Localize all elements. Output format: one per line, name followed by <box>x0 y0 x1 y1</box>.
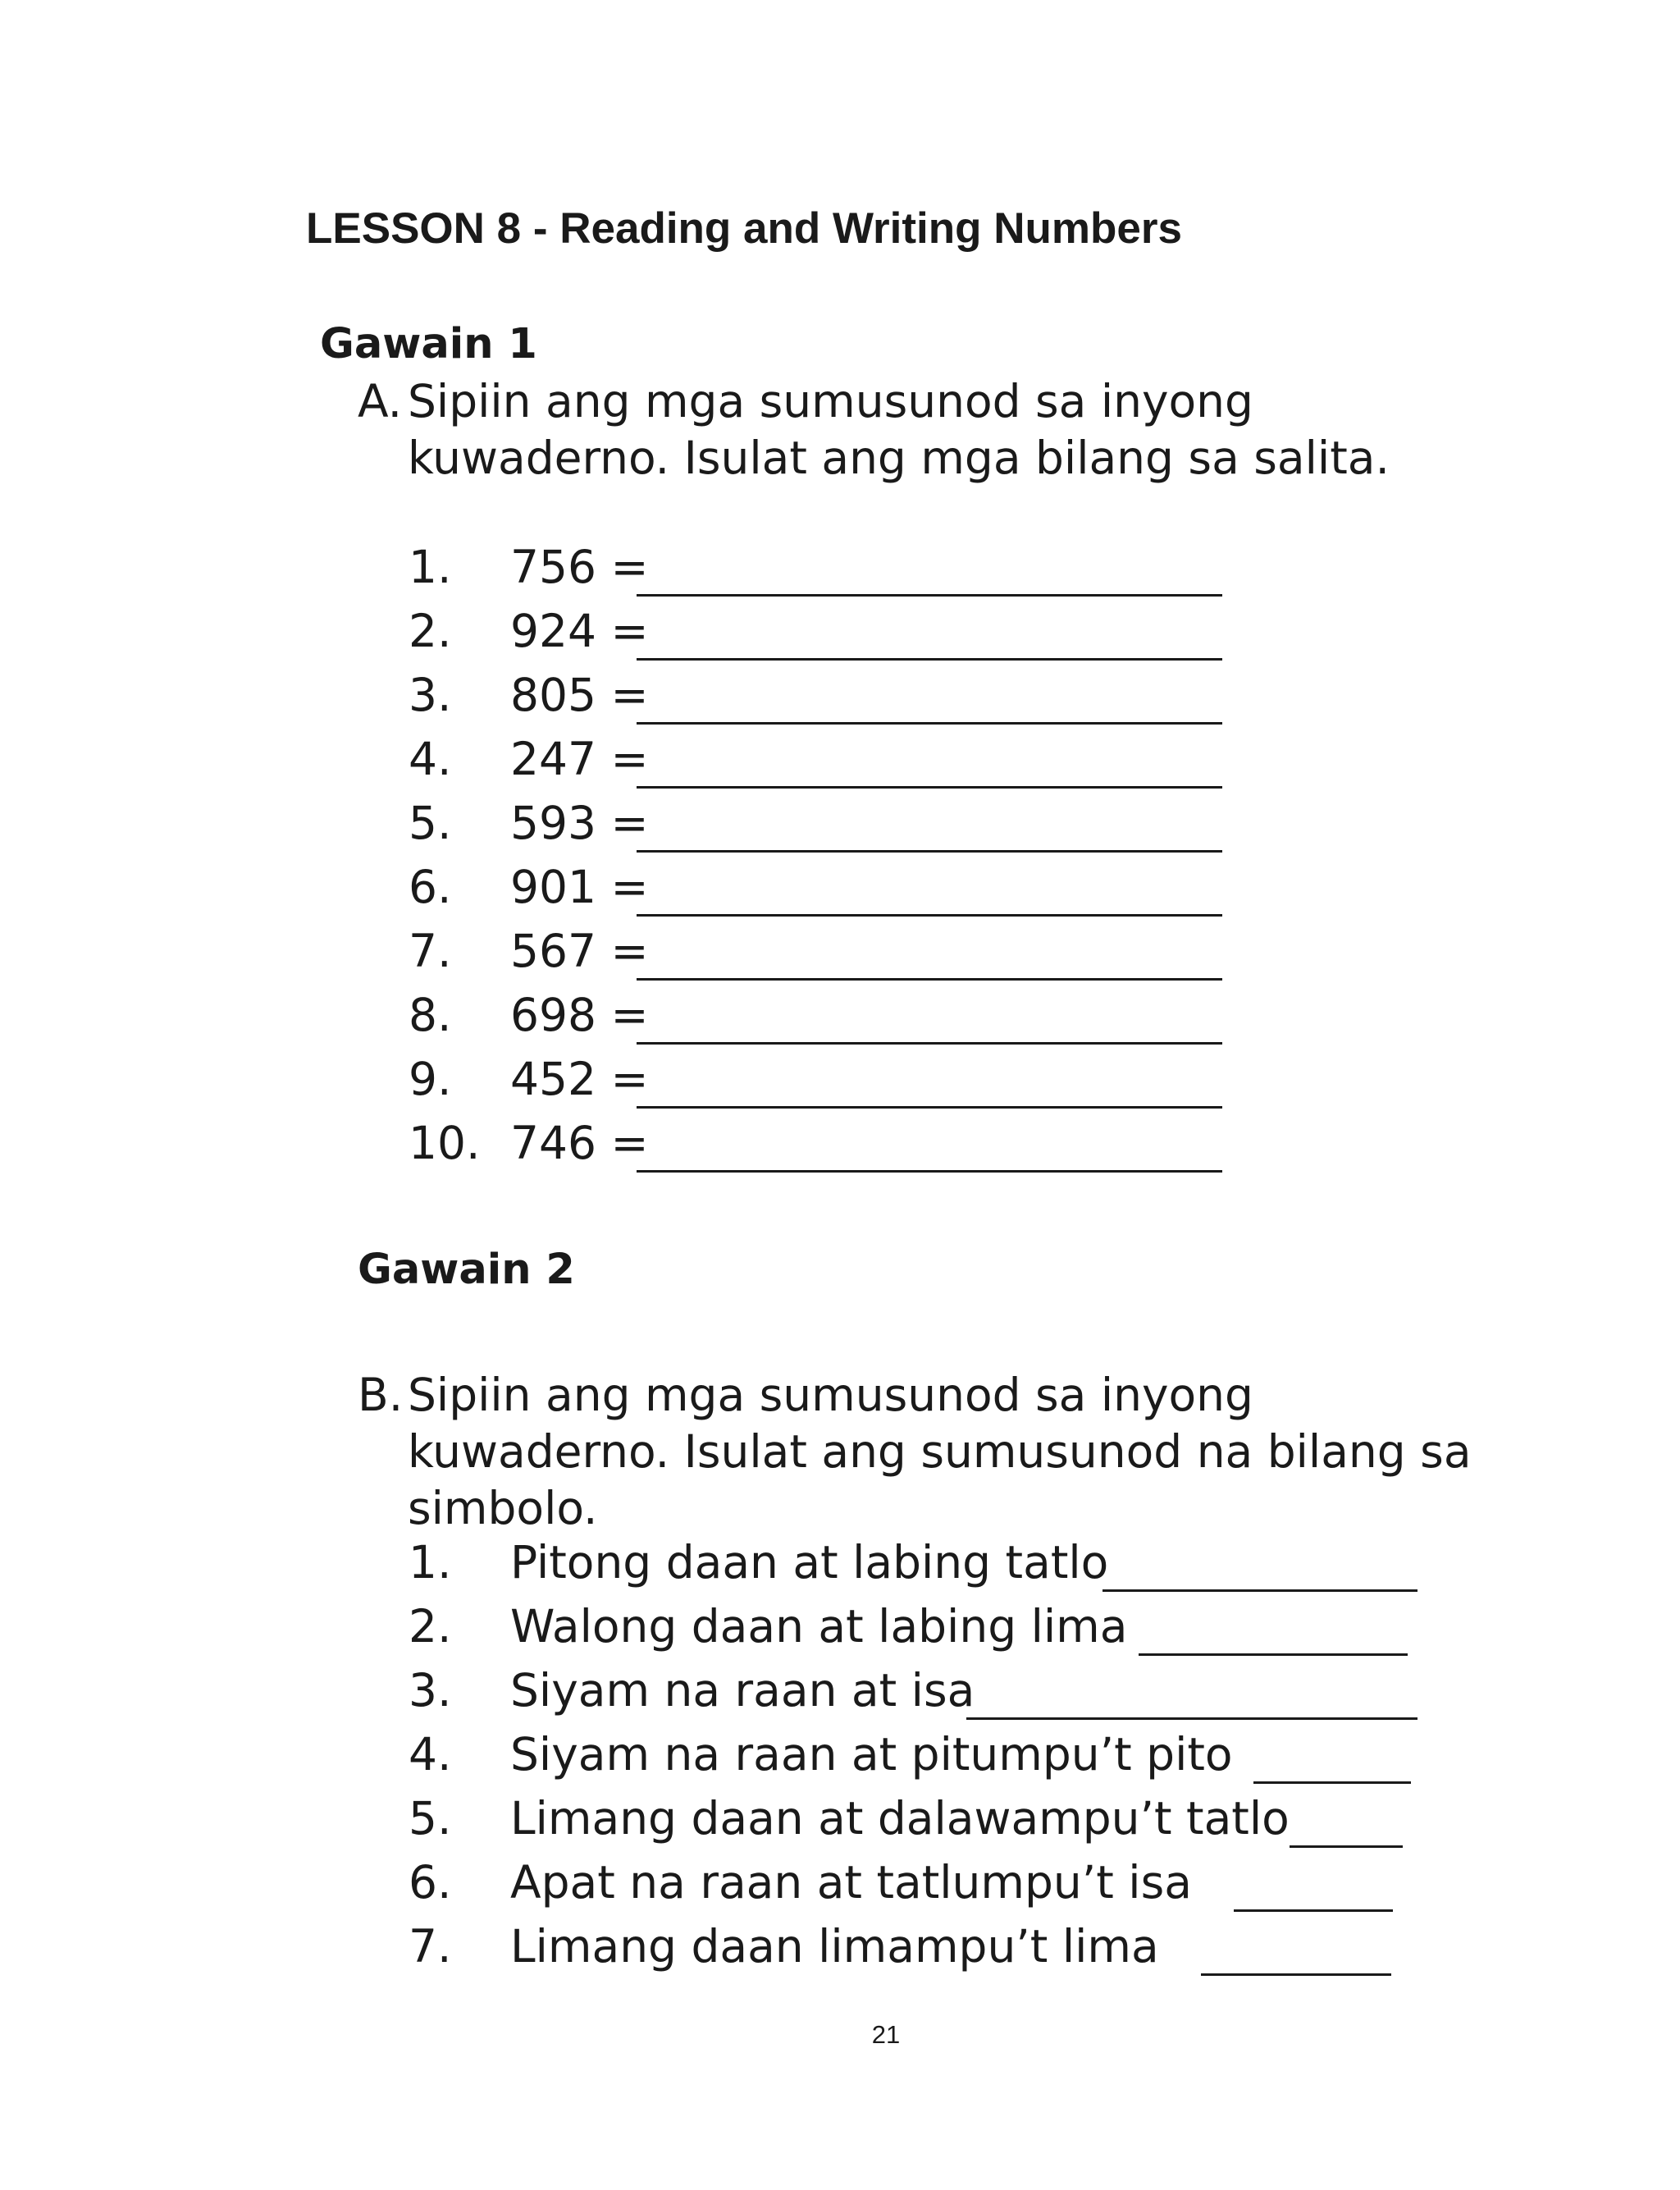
item-number-words: Pitong daan at labing tatlo <box>510 1536 1109 1589</box>
gawain2-instruction-line: Sipiin ang mga sumusunod sa inyong <box>408 1369 1253 1421</box>
gawain1-marker: A. <box>358 375 403 427</box>
item-number: 5. <box>409 797 452 849</box>
answer-blank[interactable] <box>637 1114 1222 1173</box>
item-number: 2. <box>409 1600 452 1653</box>
answer-blank[interactable] <box>1234 1854 1393 1912</box>
item-number-expression: 746 = <box>510 1117 649 1169</box>
item-number-expression: 452 = <box>510 1053 649 1105</box>
answer-blank[interactable] <box>637 986 1222 1045</box>
answer-blank[interactable] <box>966 1662 1418 1720</box>
item-number: 7. <box>409 1920 452 1973</box>
answer-blank[interactable] <box>1102 1534 1418 1592</box>
item-number-words: Apat na raan at tatlumpu’t isa <box>510 1856 1192 1909</box>
item-number: 4. <box>409 1728 452 1781</box>
gawain1-instruction <box>358 373 1390 487</box>
item-number: 10. <box>409 1117 481 1169</box>
item-number: 1. <box>409 1536 452 1589</box>
item-number: 9. <box>409 1053 452 1105</box>
answer-blank[interactable] <box>637 1050 1222 1109</box>
item-number-words: Walong daan at labing lima <box>510 1600 1128 1653</box>
item-number: 1. <box>409 541 452 593</box>
gawain1-instruction-line: Sipiin ang mga sumusunod sa inyong <box>408 375 1253 427</box>
answer-blank[interactable] <box>637 666 1222 725</box>
item-number: 4. <box>409 733 452 785</box>
item-number-expression: 756 = <box>510 541 649 593</box>
item-number-expression: 805 = <box>510 669 649 721</box>
answer-blank[interactable] <box>637 794 1222 853</box>
item-number: 5. <box>409 1792 452 1845</box>
answer-blank[interactable] <box>1201 1918 1391 1976</box>
answer-blank[interactable] <box>1139 1598 1408 1656</box>
gawain1-instruction-line: kuwaderno. Isulat ang mga bilang sa salita. <box>408 432 1390 484</box>
gawain2-heading: Gawain 2 <box>358 1246 575 1294</box>
lesson-title: LESSON 8 - Reading and Writing Numbers <box>306 204 1182 253</box>
item-number: 3. <box>409 669 452 721</box>
answer-blank[interactable] <box>637 858 1222 917</box>
item-number: 3. <box>409 1664 452 1717</box>
answer-blank[interactable] <box>637 922 1222 981</box>
item-number: 7. <box>409 925 452 977</box>
item-number-expression: 698 = <box>510 989 649 1041</box>
answer-blank[interactable] <box>637 730 1222 789</box>
item-number-expression: 593 = <box>510 797 649 849</box>
gawain2-instruction-line: simbolo. <box>408 1482 598 1534</box>
item-number-expression: 567 = <box>510 925 649 977</box>
answer-blank[interactable] <box>637 602 1222 661</box>
gawain2-instruction <box>358 1367 1472 1537</box>
item-number: 6. <box>409 861 452 913</box>
item-number-words: Limang daan limampu’t lima <box>510 1920 1159 1973</box>
item-number: 8. <box>409 989 452 1041</box>
item-number-expression: 901 = <box>510 861 649 913</box>
item-number-words: Siyam na raan at isa <box>510 1664 975 1717</box>
item-number-words: Limang daan at dalawampu’t tatlo <box>510 1792 1290 1845</box>
item-number-expression: 924 = <box>510 605 649 657</box>
item-number-expression: 247 = <box>510 733 649 785</box>
answer-blank[interactable] <box>1290 1790 1403 1848</box>
gawain2-instruction-line: kuwaderno. Isulat ang sumusunod na bilang sa <box>408 1425 1472 1478</box>
answer-blank[interactable] <box>1253 1726 1411 1784</box>
gawain2-marker: B. <box>358 1369 404 1421</box>
gawain1-heading: Gawain 1 <box>320 320 537 368</box>
item-number: 2. <box>409 605 452 657</box>
item-number-words: Siyam na raan at pitumpu’t pito <box>510 1728 1233 1781</box>
page-number: 21 <box>871 2020 901 2049</box>
answer-blank[interactable] <box>637 538 1222 597</box>
item-number: 6. <box>409 1856 452 1909</box>
